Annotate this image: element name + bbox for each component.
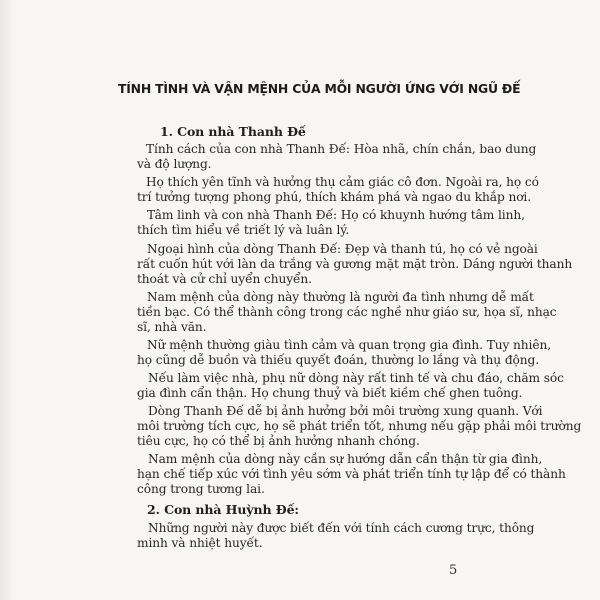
section-2-heading: 2. Con nhà Huỳnh Đế:: [147, 502, 299, 517]
paragraph-line: rất cuốn hút với làn da trắng và gương mặt mặt tròn. Dáng người thanh: [137, 257, 573, 271]
paragraph-line: Họ thích yên tĩnh và hưởng thụ cảm giác cô đơn. Ngoài ra, họ có: [146, 175, 539, 189]
paragraph-line: Tâm linh và con nhà Thanh Đế: Họ có khuynh hướng tâm linh,: [147, 208, 525, 222]
paragraph-line: họ cũng dễ buồn và thiếu quyết đoán, thường lo lắng và thụ động.: [137, 353, 539, 367]
paragraph-line: thoát và cử chỉ uyển chuyển.: [137, 272, 312, 286]
paragraph-line: Nữ mệnh thường giàu tình cảm và quan trọng gia đình. Tuy nhiên,: [147, 338, 551, 352]
paragraph-line: Nam mệnh của dòng này cần sự hướng dẫn cẩn thận từ gia đình,: [148, 452, 543, 466]
paragraph-line: tiêu cực, họ có thể bị ảnh hưởng nhanh chóng.: [137, 434, 420, 448]
paragraph-line: Ngoại hình của dòng Thanh Đế: Đẹp và thanh tú, họ có vẻ ngoài: [147, 242, 538, 256]
paragraph-line: môi trường tích cực, họ sẽ phát triển tốt, nhưng nếu gặp phải môi trường: [137, 419, 582, 433]
paragraph-line: Tính cách của con nhà Thanh Đế: Hòa nhã, chín chắn, bao dung: [146, 142, 537, 156]
paragraph-line: minh và nhiệt huyết.: [137, 536, 263, 550]
paragraph-line: công trong tương lai.: [137, 482, 265, 496]
page-number: 5: [449, 563, 458, 578]
paragraph-line: Nếu làm việc nhà, phụ nữ dòng này rất tinh tế và chu đáo, chăm sóc: [148, 371, 564, 385]
paragraph-line: hạn chế tiếp xúc với tình yêu sớm và phát triển tính tự lập để có thành: [137, 467, 566, 481]
paragraph-line: Nam mệnh của dòng này thường là người đa tình nhưng dễ mất: [147, 290, 534, 304]
paragraph-line: Những người này được biết đến với tính cách cương trực, thông: [148, 521, 535, 535]
paragraph-line: gia đình cẩn thận. Họ chung thuỷ và biết kiềm chế ghen tuông.: [137, 386, 523, 400]
page-binding-shadow: [0, 0, 14, 600]
paragraph-line: Dòng Thanh Đế dễ bị ảnh hưởng bởi môi trường xung quanh. Với: [148, 404, 543, 418]
paragraph-line: tiền bạc. Có thể thành công trong các nghề như giáo sư, họa sĩ, nhạc: [137, 305, 557, 319]
page-title: TÍNH TÌNH VÀ VẬN MỆNH CỦA MỖI NGƯỜI ỨNG VỚI NGŨ ĐẾ: [118, 81, 521, 96]
paragraph-line: và độ lượng.: [137, 157, 212, 171]
paragraph-line: sĩ, nhà văn.: [137, 320, 207, 334]
paragraph-line: trí tưởng tượng phong phú, thích khám phá và ngao du khắp nơi.: [137, 190, 532, 204]
section-1-heading: 1. Con nhà Thanh Đế: [160, 124, 306, 139]
paragraph-line: thích tìm hiểu về triết lý và luân lý.: [137, 223, 350, 237]
